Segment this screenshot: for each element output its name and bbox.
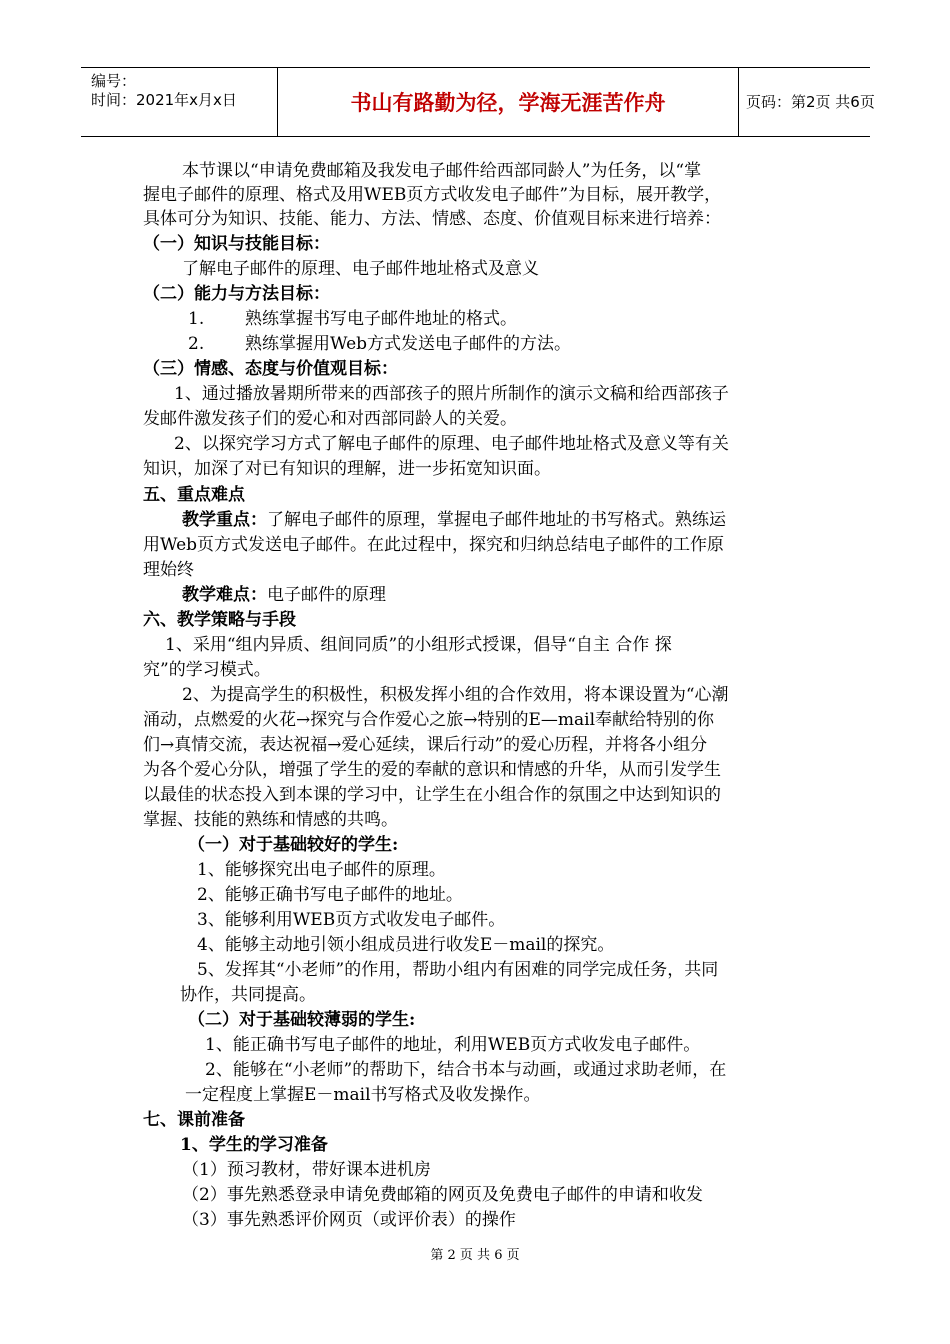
subsection-heading: （三）情感、态度与价值观目标： [143, 359, 398, 379]
list-item: 2、能够在“小老师”的帮助下，结合书本与动画，或通过求助老师，在 [205, 1060, 727, 1080]
list-number: 1. [188, 309, 205, 329]
body-line: 具体可分为知识、技能、能力、方法、情感、态度、价值观目标来进行培养： [143, 209, 721, 229]
difficulty-label: 教学难点： [182, 585, 267, 605]
body-line: 究”的学习模式。 [143, 660, 271, 680]
list-item: 熟练掌握书写电子邮件地址的格式。 [245, 309, 517, 329]
list-item: 熟练掌握用Web方式发送电子邮件的方法。 [245, 334, 572, 354]
list-item: 4、能够主动地引领小组成员进行收发E－mail的探究。 [197, 935, 615, 955]
body-line: 了解电子邮件的原理、电子邮件地址格式及意义 [182, 259, 539, 279]
list-number: 2. [188, 334, 205, 354]
header-page-cell [738, 68, 875, 136]
subsection-heading: （二）能力与方法目标： [143, 284, 330, 304]
body-line: 本节课以“申请免费邮箱及我发电子邮件给西部同龄人”为任务，以“掌 [182, 161, 702, 181]
body-line: 以最佳的状态投入到本课的学习中，让学生在小组合作的氛围之中达到知识的 [143, 785, 721, 805]
body-line: 2、为提高学生的积极性，积极发挥小组的合作效用，将本课设置为“心潮 [182, 685, 729, 705]
body-line: 1、通过播放暑期所带来的西部孩子的照片所制作的演示文稿和给西部孩子 [174, 384, 729, 404]
page-header [81, 67, 875, 137]
list-item: 协作，共同提高。 [180, 985, 316, 1005]
body-line [182, 509, 726, 531]
list-item: 5、发挥其“小老师”的作用，帮助小组内有困难的同学完成任务，共同 [197, 960, 719, 980]
body-line: 握电子邮件的原理、格式及用WEB页方式收发电子邮件”为目标，展开教学， [143, 185, 722, 205]
header-page-number: 页码：第2页 共6页 [746, 93, 875, 111]
subsection-heading: （一）对于基础较好的学生: [188, 835, 399, 855]
key-point-label: 教学重点： [182, 510, 267, 530]
list-item: （2）事先熟悉登录申请免费邮箱的网页及免费电子邮件的申请和收发 [182, 1185, 703, 1205]
subsection-heading: 1、学生的学习准备 [180, 1135, 328, 1155]
subsection-heading: （一）知识与技能目标： [143, 234, 330, 254]
header-meta-cell [81, 68, 277, 136]
key-point-text: 了解电子邮件的原理，掌握电子邮件地址的书写格式。熟练运 [267, 510, 726, 530]
list-item: （3）事先熟悉评价网页（或评价表）的操作 [182, 1210, 516, 1230]
body-line: 为各个爱心分队，增强了学生的爱的奉献的意识和情感的升华，从而引发学生 [143, 760, 721, 780]
body-line: 们→真情交流，表达祝福→爱心延续，课后行动”的爱心历程，并将各小组分 [143, 735, 708, 755]
body-line: 1、采用“组内异质、组间同质”的小组形式授课，倡导“自主 合作 探 [165, 635, 672, 655]
list-item: 1、能够探究出电子邮件的原理。 [197, 860, 446, 880]
body-line: 知识，加深了对已有知识的理解，进一步拓宽知识面。 [143, 459, 551, 479]
subsection-heading: （二）对于基础较薄弱的学生: [188, 1010, 416, 1030]
list-item: （1）预习教材，带好课本进机房 [182, 1160, 431, 1180]
body-line [182, 584, 386, 606]
body-line: 用Web页方式发送电子邮件。在此过程中，探究和归纳总结电子邮件的工作原 [143, 535, 725, 555]
page-footer: 第 2 页 共 6 页 [430, 1248, 520, 1263]
header-motto: 书山有路勤为径，学海无涯苦作舟 [350, 91, 666, 115]
list-item: 一定程度上掌握E－mail书写格式及收发操作。 [185, 1085, 541, 1105]
section-heading: 七、课前准备 [143, 1110, 245, 1130]
document-number-label: 编号： [91, 72, 137, 90]
body-line: 掌握、技能的熟练和情感的共鸣。 [143, 810, 398, 830]
list-item: 2、能够正确书写电子邮件的地址。 [197, 885, 463, 905]
document-date-label: 时间：2021年x月x日 [91, 91, 237, 109]
section-heading: 五、重点难点 [143, 485, 245, 505]
difficulty-text: 电子邮件的原理 [267, 585, 386, 605]
body-line: 涌动，点燃爱的火花→探究与合作爱心之旅→特别的E—mail奉献给特别的你 [143, 710, 715, 730]
section-heading: 六、教学策略与手段 [143, 610, 296, 630]
header-motto-cell [277, 68, 739, 136]
list-item: 3、能够利用WEB页方式收发电子邮件。 [197, 910, 506, 930]
body-line: 2、以探究学习方式了解电子邮件的原理、电子邮件地址格式及意义等有关 [174, 434, 729, 454]
body-line: 发邮件激发孩子们的爱心和对西部同龄人的关爱。 [143, 409, 517, 429]
body-line: 理始终 [143, 560, 194, 580]
list-item: 1、能正确书写电子邮件的地址，利用WEB页方式收发电子邮件。 [205, 1035, 701, 1055]
